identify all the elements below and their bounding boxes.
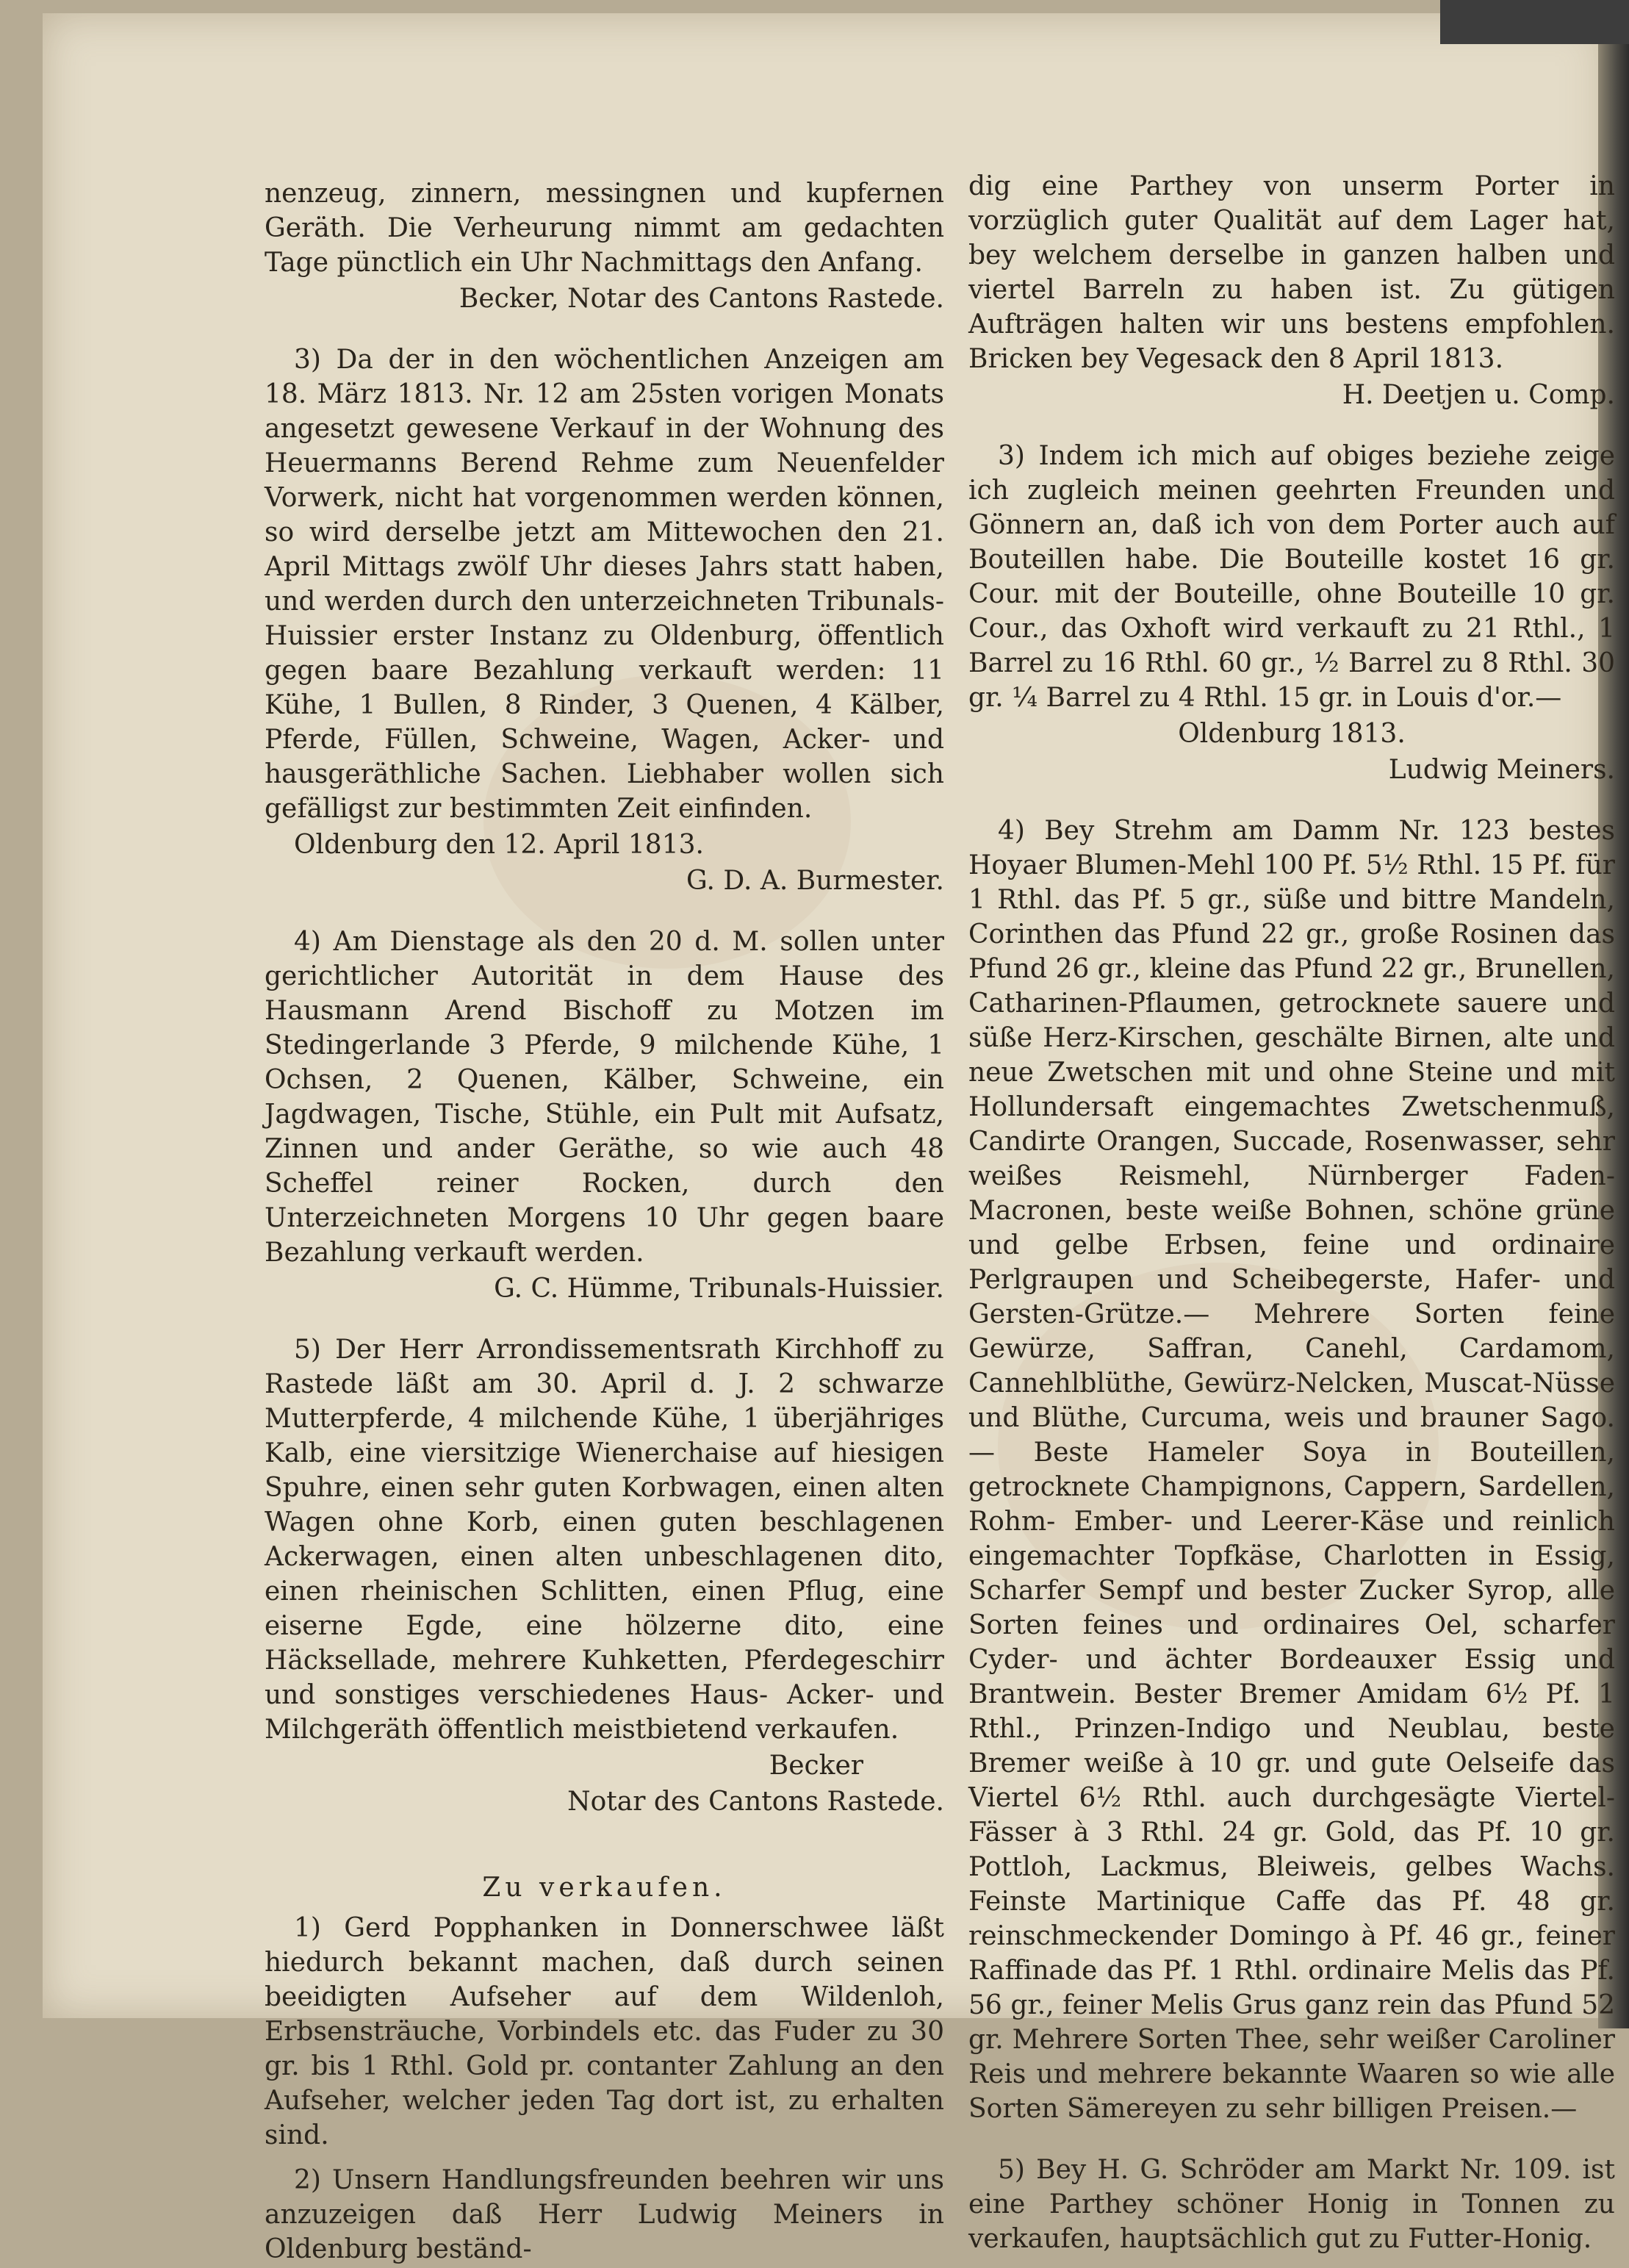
notice-r3-date: Oldenburg 1813. (1178, 719, 1406, 749)
notice-3-signature: G. D. A. Burmester. (686, 866, 944, 896)
book-cover-corner (1440, 0, 1629, 44)
notice-porter-signature: H. Deetjen u. Comp. (1342, 380, 1615, 410)
notice-5-signature-name: Becker (769, 1751, 863, 1781)
notice-r4-goods-list: 4) Bey Strehm am Damm Nr. 123 bestes Hoyaer Blumen-Mehl 100 Pf. 5½ Rthl. 15 Pf. für 1 Rthl. das Pf. 5 gr., süße und bittre Mandeln, Corinthen das Pfund 22 gr., große Rosinen das Pfund 26 gr., kleine das Pfund 22 gr., Brunellen, Catharinen-Pflaumen, getrocknete sauere und süße Herz-Kirschen, geschälte Birnen, alte und neue Zwetschen mit und ohne Steine und mit Hollundersaft eingemachtes Zwetschenmuß, Candirte Orangen, Succade, Rosenwasser, sehr weißes Reismehl, Nürnberger Faden-Macronen, beste weiße Bohnen, schöne grüne und gelbe Erbsen, feine und ordinaire Perlgraupen und Scheibegerste, Hafer- und Gersten-Grütze.— Mehrere Sorten feine Gewürze, Saffran, Canehl, Cardamom, Cannehlblüthe, Gewürz-Nelcken, Muscat-Nüsse und Blüthe, Curcuma, weis und brauner Sago. — Beste Hameler Soya in Bouteillen, getrocknete Champignons, Cappern, Sardellen, Rohm- Ember- und Leerer-Käse und reinlich eingemachter Topfkäse, Charlotten in Essig, Scharfer Sempf und bester Zucker Syrop, alle Sorten feines und ordinaires Oel, scharfer Cyder- und ächter Bordeauxer Essig und Brantwein. Bester Bremer Amidam 6½ Pf. 1 Rthl., Prinzen-Indigo und Neublau, beste Bremer weiße à 10 gr. und gute Oelseife das Viertel 6½ Rthl. auch durchgesägte Viertel-Fässer à 3 Rthl. 24 gr. Gold, das Pf. 10 gr. Pottloh, Lackmus, Bleiweis, gelbes Wachs. Feinste Martinique Caffe das Pf. 48 gr. reinschmeckender Domingo à Pf. 46 gr., feiner Raffinade das Pf. 1 Rthl. ordinaire Melis das Pf. 56 gr., feiner Melis Grus ganz rein das Pfund 52 gr. Mehrere Sorten Thee, sehr weißer Caroliner Reis und mehrere bekannte Waaren so wie alle Sorten Sämereyen zu sehr billigen Preisen.— (968, 816, 1615, 2124)
left-column (265, 176, 944, 2268)
notice-continuation: nenzeug, zinnern, messingnen und kupfernen Geräth. Die Verheurung nimmt am gedachten Tage pünctlich ein Uhr Nachmittags den Anfang. (265, 179, 944, 278)
notice-porter-continuation: dig eine Parthey von unserm Porter in vorzüglich guter Qualität auf dem Lager hat, bey welchem derselbe in ganzen halben und viertel Barreln zu haben ist. Zu gütigen Aufträgen halten wir uns bestens empfohlen. Bricken bey Vegesack den 8 April 1813. (968, 171, 1615, 374)
right-column (968, 169, 1615, 2258)
notice-3-sale: 3) Da der in den wöchentlichen Anzeigen am 18. März 1813. Nr. 12 am 25sten vorigen Monats angesetzt gewesene Verkauf in der Wohnung des Heuermanns Berend Rehme zum Neuenfelder Vorwerk, nicht hat vorgenommen werden können, so wird derselbe jetzt am Mittewochen den 21. April Mittags zwölf Uhr dieses Jahrs statt haben, und werden durch den unterzeichneten Tribunals-Huissier erster Instanz zu Oldenburg, öffentlich gegen baare Bezahlung verkauft werden: 11 Kühe, 1 Bullen, 8 Rinder, 3 Quenen, 4 Kälber, Pferde, Füllen, Schweine, Wagen, Acker- und hausgeräthliche Sachen. Liebhaber wollen sich gefälligst zur bestimmten Zeit einfinden. (265, 345, 944, 824)
notice-4-sale: 4) Am Dienstage als den 20 d. M. sollen unter gerichtlicher Autorität in dem Hause des Hausmann Arend Bischoff zu Motzen im Stedingerlande 3 Pferde, 9 milchende Kühe, 1 Ochsen, 2 Quenen, Kälber, Schweine, ein Jagdwagen, Tische, Stühle, ein Pult mit Aufsatz, Zinnen und ander Geräthe, so wie auch 48 Scheffel reiner Rocken, durch den Unterzeichneten Morgens 10 Uhr gegen baare Bezahlung verkauft werden. (265, 927, 944, 1268)
notice-r5-honey: 5) Bey H. G. Schröder am Markt Nr. 109. ist eine Parthey schöner Honig in Tonnen zu verkaufen, hauptsächlich gut zu Futter-Honig. (968, 2155, 1615, 2254)
notice-signature: Becker, Notar des Cantons Rastede. (459, 284, 944, 314)
notice-3-date: Oldenburg den 12. April 1813. (294, 830, 704, 860)
notice-5-signature-title: Notar des Cantons Rastede. (567, 1787, 944, 1817)
notice-4-signature: G. C. Hümme, Tribunals-Huissier. (494, 1274, 944, 1304)
sale-notice-2: 2) Unsern Handlungsfreunden beehren wir uns anzuzeigen daß Herr Ludwig Meiners in Oldenburg beständ- (265, 2165, 944, 2264)
notice-r3-porter-bottles: 3) Indem ich mich auf obiges beziehe zeige ich zugleich meinen geehrten Freunden und Gönnern an, daß ich von dem Porter auch auf Bouteillen habe. Die Bouteille kostet 16 gr. Cour. mit der Bouteille, ohne Bouteille 10 gr. Cour., das Oxhoft wird verkauft zu 21 Rthl., 1 Barrel zu 16 Rthl. 60 gr., ½ Barrel zu 8 Rthl. 30 gr. ¼ Barrel zu 4 Rthl. 15 gr. in Louis d'or.— (968, 441, 1615, 713)
sale-notice-1: 1) Gerd Popphanken in Donnerschwee läßt hiedurch bekannt machen, daß durch seinen beeidigten Aufseher auf dem Wildenloh, Erbsensträuche, Vorbindels etc. das Fuder zu 30 gr. bis 1 Rthl. Gold pr. contanter Zahlung an den Aufseher, welcher jeden Tag dort ist, zu erhalten sind. (265, 1913, 944, 2150)
notice-r3-signature: Ludwig Meiners. (1388, 755, 1615, 785)
notice-5-sale: 5) Der Herr Arrondissementsrath Kirchhoff zu Rastede läßt am 30. April d. J. 2 schwarze Mutterpferde, 4 milchende Kühe, 1 überjähriges Kalb, eine viersitzige Wienerchaise auf hiesigen Spuhre, einen sehr guten Korbwagen, einen alten Wagen ohne Korb, einen guten beschlagenen Ackerwagen, einen alten unbeschlagenen dito, einen rheinischen Schlitten, einen Pflug, eine eiserne Egde, eine hölzerne dito, eine Häcksellade, mehrere Kuhketten, Pferdegeschirr und sonstiges verschiedenes Haus- Acker- und Milchgeräth öffentlich meistbietend verkaufen. (265, 1335, 944, 1745)
section-heading: Zu verkaufen. (482, 1873, 727, 1903)
